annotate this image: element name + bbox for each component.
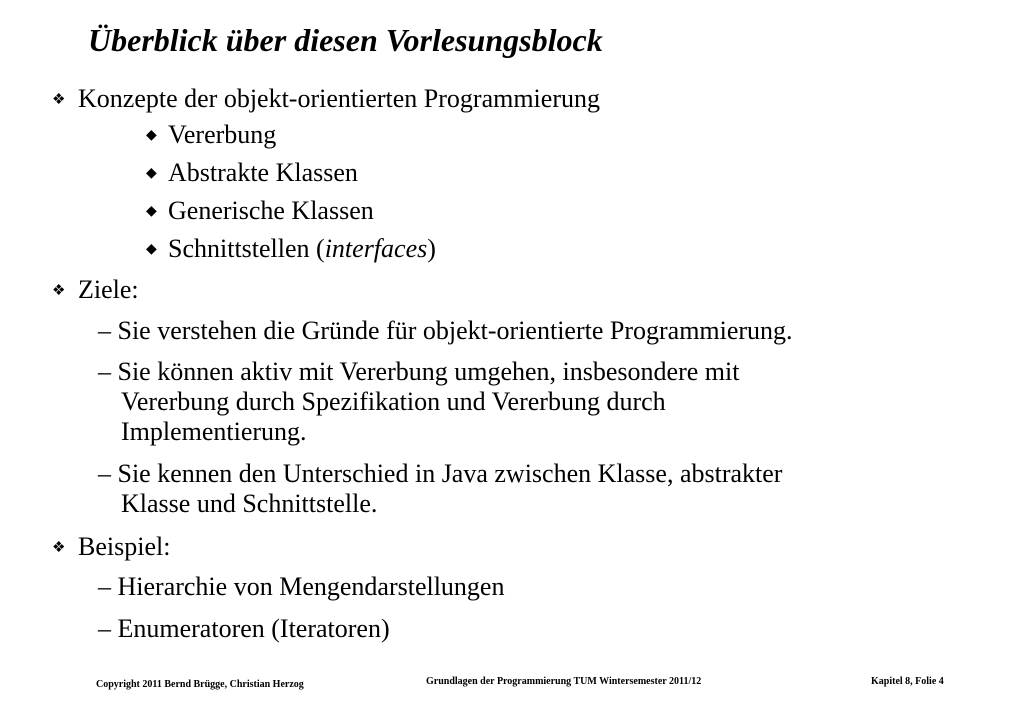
four-petal-diamond-icon: ❖ [52, 540, 66, 556]
sub-bullet-generische-klassen: Generische Klassen [168, 196, 374, 225]
footer-copyright: Copyright 2011 Bernd Brügge, Christian Herzog [96, 679, 304, 690]
ziele-item-3-line-2: Klasse und Schnittstelle. [121, 489, 378, 518]
bullet-konzepte: Konzepte der objekt-orientierten Programmierung [78, 84, 600, 113]
four-petal-diamond-icon: ❖ [52, 92, 66, 108]
schnittstellen-suffix: ) [427, 234, 436, 263]
sub-bullet-abstrakte-klassen: Abstrakte Klassen [168, 158, 358, 187]
beispiel-item-1: – Hierarchie von Mengendarstellungen [98, 572, 505, 601]
footer-course: Grundlagen der Programmierung TUM Wintersemester 2011/12 [426, 676, 702, 687]
ziele-item-2-line-3: Implementierung. [121, 417, 307, 446]
four-petal-diamond-icon: ❖ [52, 283, 66, 299]
filled-diamond-icon: ◆ [146, 242, 157, 257]
filled-diamond-icon: ◆ [146, 166, 157, 181]
beispiel-item-2: – Enumeratoren (Iteratoren) [98, 614, 390, 643]
bullet-ziele: Ziele: [78, 275, 139, 304]
bullet-beispiel: Beispiel: [78, 532, 171, 561]
schnittstellen-prefix: Schnittstellen ( [168, 234, 325, 263]
slide-title: Überblick über diesen Vorlesungsblock [88, 22, 603, 58]
ziele-item-1: – Sie verstehen die Gründe für objekt-orientierte Programmierung. [98, 316, 793, 345]
filled-diamond-icon: ◆ [146, 204, 157, 219]
filled-diamond-icon: ◆ [146, 128, 157, 143]
schnittstellen-italic: interfaces [324, 234, 428, 263]
ziele-item-2-line-2: Vererbung durch Spezifikation und Vererbung durch [121, 387, 666, 416]
ziele-item-3-line-1: – Sie kennen den Unterschied in Java zwischen Klasse, abstrakter [98, 459, 783, 488]
sub-bullet-vererbung: Vererbung [168, 120, 277, 149]
sub-bullet-schnittstellen [168, 234, 436, 264]
footer-page-number: Kapitel 8, Folie 4 [871, 676, 944, 687]
ziele-item-2-line-1: – Sie können aktiv mit Vererbung umgehen, insbesondere mit [98, 357, 740, 386]
